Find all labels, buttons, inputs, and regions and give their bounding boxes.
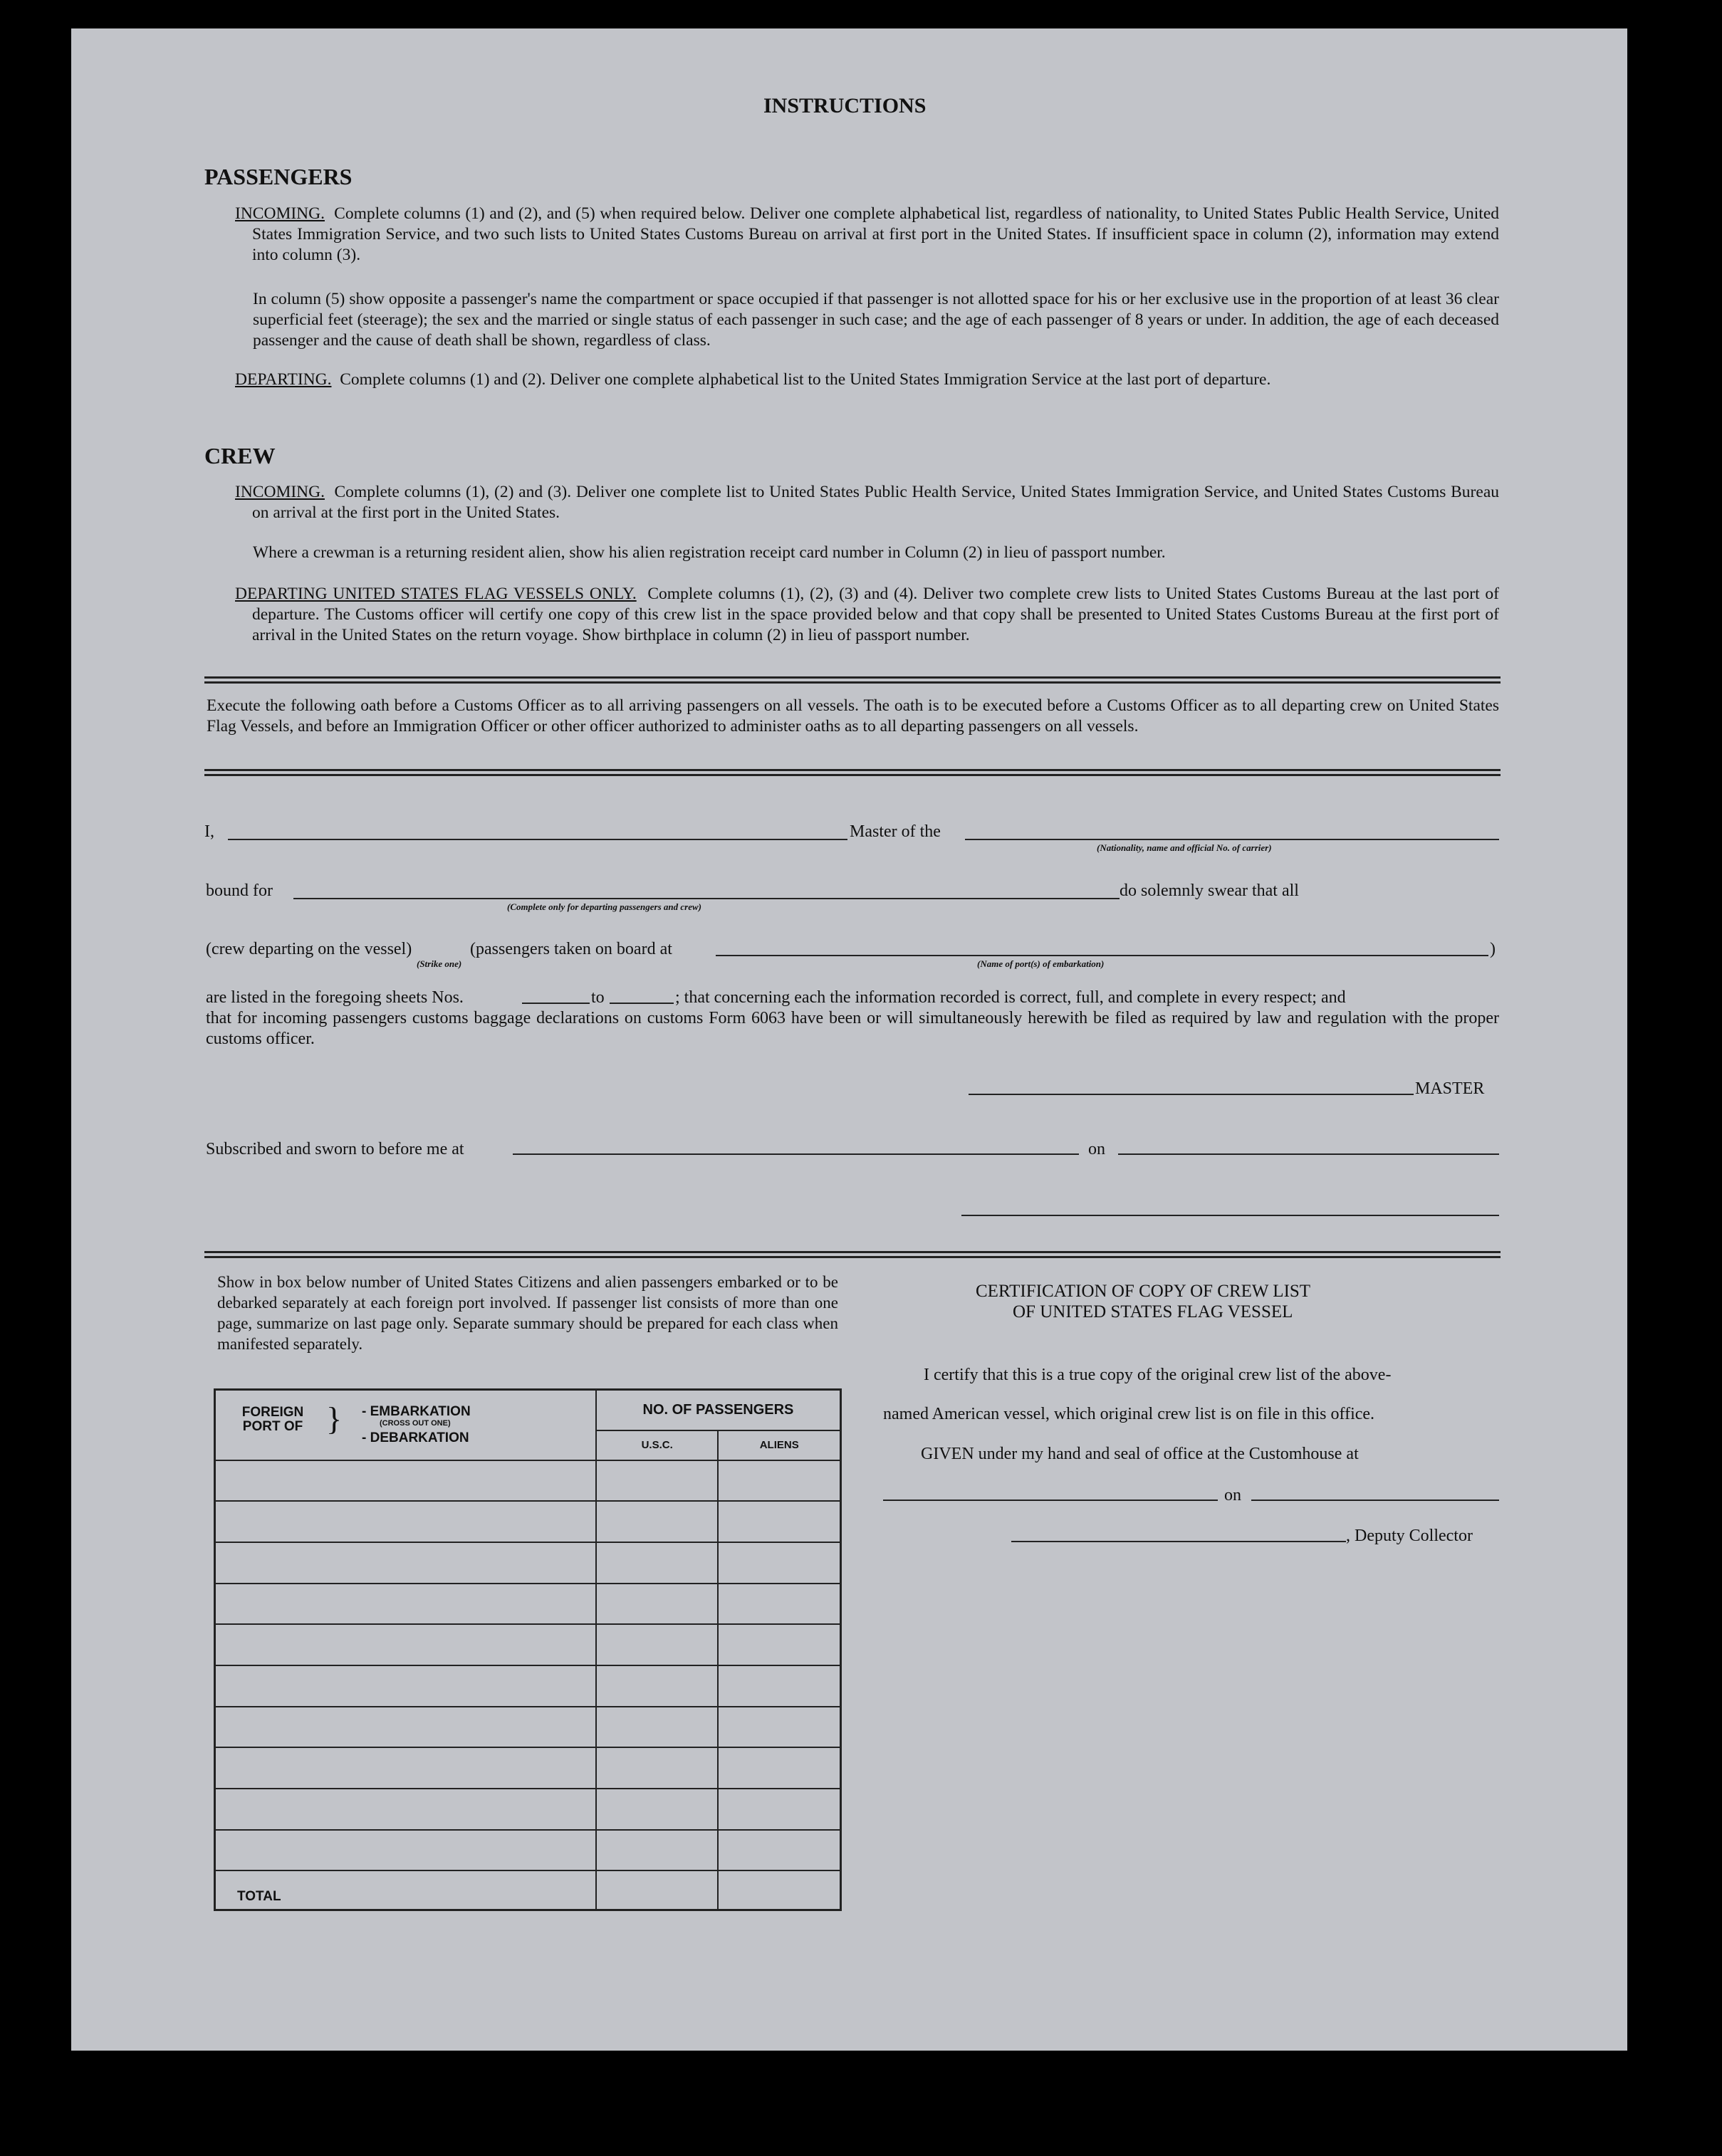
sworn-on-label: on bbox=[1088, 1140, 1105, 1158]
port-cell[interactable] bbox=[215, 1542, 596, 1584]
sheets-to-label: to bbox=[591, 988, 605, 1007]
passengers-departing-text: Complete columns (1) and (2). Deliver one complete alphabetical list to the United States Immigration Service at the last port of departure. bbox=[340, 370, 1271, 389]
deputy-collector-label: , Deputy Collector bbox=[1346, 1527, 1473, 1545]
master-signature-field[interactable] bbox=[969, 1094, 1414, 1095]
passengers-taken-option: (passengers taken on board at bbox=[470, 940, 672, 958]
certification-title-1: CERTIFICATION OF COPY OF CREW LIST bbox=[976, 1282, 1311, 1301]
usc-cell[interactable] bbox=[596, 1460, 719, 1502]
passengers-column5-text: In column (5) show opposite a passenger's name the compartment or space occupied if that passenger is not allotted space for his or her exclusive use in the proportion of at least 36 clear superficial feet (steerage); the sex and the married or single status of each passenger in such case; and the age of each passenger of 8 years or under. In addition, the age of each deceased passenger and the cause of death shall be shown, regardless of class. bbox=[253, 290, 1499, 350]
crew-incoming-label: INCOMING. bbox=[235, 483, 325, 501]
usc-cell[interactable] bbox=[596, 1665, 719, 1707]
divider bbox=[204, 676, 1501, 684]
usc-cell[interactable] bbox=[596, 1501, 719, 1542]
sheets-text-3: that for incoming passengers customs baggage declarations on customs Form 6063 have been or will simultaneously herewith be filed as required by law and regulation with the proper customs officer. bbox=[206, 1009, 1499, 1048]
aliens-cell[interactable] bbox=[718, 1501, 840, 1542]
passengers-heading: PASSENGERS bbox=[204, 164, 353, 189]
port-cell[interactable] bbox=[215, 1460, 596, 1502]
customhouse-field[interactable] bbox=[883, 1500, 1218, 1501]
page-title: INSTRUCTIONS bbox=[763, 94, 927, 117]
debarkation-label: - DEBARKATION bbox=[362, 1430, 469, 1446]
aliens-cell[interactable] bbox=[718, 1707, 840, 1748]
aliens-total-cell[interactable] bbox=[718, 1870, 840, 1910]
aliens-cell[interactable] bbox=[718, 1665, 840, 1707]
port-cell[interactable] bbox=[215, 1501, 596, 1542]
table-row bbox=[215, 1747, 841, 1789]
officer-signature-field[interactable] bbox=[961, 1215, 1499, 1216]
table-row bbox=[215, 1624, 841, 1665]
port-cell[interactable] bbox=[215, 1789, 596, 1830]
port-cell[interactable] bbox=[215, 1830, 596, 1871]
summary-instructions: Show in box below number of United States Citizens and alien passengers embarked or to be debarked separately at each foreign port involved. If passenger list consists of more than one page, summarize on last page only. Separate summary should be prepared for each class when manifested separately. bbox=[217, 1273, 838, 1353]
sheets-to-field[interactable] bbox=[610, 1003, 674, 1004]
bound-for-field[interactable] bbox=[293, 898, 1120, 899]
port-cell[interactable] bbox=[215, 1707, 596, 1748]
passengers-incoming-text: Complete columns (1) and (2), and (5) when required below. Deliver one complete alphabetical list, regardless of nationality, to United States Public Health Service, United States Immigration Service, and two such lists to United States Customs Bureau on arrival at first port in the United States. If insufficient space in column (2), information may extend into column (3). bbox=[252, 204, 1499, 264]
certification-on-label: on bbox=[1224, 1486, 1241, 1505]
certification-line-2: named American vessel, which original crew list is on file in this office. bbox=[883, 1405, 1375, 1423]
oath-i-label: I, bbox=[204, 822, 214, 841]
table-row bbox=[215, 1542, 841, 1584]
certification-line-3: GIVEN under my hand and seal of office at the Customhouse at bbox=[921, 1445, 1359, 1463]
bound-for-label: bound for bbox=[206, 881, 273, 900]
aliens-cell[interactable] bbox=[718, 1584, 840, 1625]
sheets-from-field[interactable] bbox=[522, 1003, 590, 1004]
usc-cell[interactable] bbox=[596, 1584, 719, 1625]
certification-date-field[interactable] bbox=[1251, 1500, 1499, 1501]
master-of-label: Master of the bbox=[850, 822, 941, 841]
table-row bbox=[215, 1501, 841, 1542]
embarkation-label: - EMBARKATION bbox=[362, 1404, 471, 1420]
master-label: MASTER bbox=[1415, 1079, 1485, 1098]
crew-incoming-section bbox=[235, 482, 1499, 523]
passengers-incoming-section bbox=[235, 204, 1499, 266]
foreign-port-of-label: FOREIGN PORT OF bbox=[241, 1405, 304, 1435]
usc-header: U.S.C. bbox=[596, 1430, 719, 1460]
divider bbox=[204, 769, 1501, 776]
usc-total-cell[interactable] bbox=[596, 1870, 719, 1910]
strike-caption: (Strike one) bbox=[417, 958, 462, 969]
port-of-embarkation-field[interactable] bbox=[716, 955, 1488, 956]
deputy-signature-field[interactable] bbox=[1011, 1541, 1346, 1542]
usc-cell[interactable] bbox=[596, 1542, 719, 1584]
aliens-cell[interactable] bbox=[718, 1460, 840, 1502]
subscribed-label: Subscribed and sworn to before me at bbox=[206, 1140, 464, 1158]
certification-title-2: OF UNITED STATES FLAG VESSEL bbox=[1013, 1302, 1293, 1322]
table-row bbox=[215, 1665, 841, 1707]
sheets-text-2: ; that concerning each the information recorded is correct, full, and complete in every respect; and bbox=[675, 988, 1346, 1007]
aliens-cell[interactable] bbox=[718, 1789, 840, 1830]
carrier-caption: (Nationality, name and official No. of carrier) bbox=[1097, 842, 1272, 853]
table-row bbox=[215, 1830, 841, 1871]
carrier-field[interactable] bbox=[965, 839, 1499, 840]
total-label: TOTAL bbox=[215, 1870, 596, 1910]
oath-intro: Execute the following oath before a Customs Officer as to all arriving passengers on all vessels. The oath is to be executed before a Customs Officer as to all departing crew on United States Flag Vessels, and before an Immigration Officer or other officer authorized to administer oaths as to all departing passengers on all vessels. bbox=[207, 696, 1499, 736]
table-row bbox=[215, 1460, 841, 1502]
port-cell[interactable] bbox=[215, 1665, 596, 1707]
passengers-incoming-label: INCOMING. bbox=[235, 204, 325, 223]
port-cell[interactable] bbox=[215, 1747, 596, 1789]
sworn-place-field[interactable] bbox=[513, 1153, 1079, 1155]
port-caption: (Name of port(s) of embarkation) bbox=[977, 958, 1105, 969]
sworn-date-field[interactable] bbox=[1118, 1153, 1499, 1155]
aliens-cell[interactable] bbox=[718, 1542, 840, 1584]
close-paren: ) bbox=[1490, 940, 1496, 958]
bound-caption: (Complete only for departing passengers and crew) bbox=[507, 901, 701, 912]
crew-heading: CREW bbox=[204, 443, 276, 469]
aliens-cell[interactable] bbox=[718, 1747, 840, 1789]
passengers-departing-label: DEPARTING. bbox=[235, 370, 332, 389]
usc-cell[interactable] bbox=[596, 1707, 719, 1748]
swear-text: do solemnly swear that all bbox=[1120, 881, 1299, 900]
table-header-port bbox=[215, 1390, 596, 1460]
aliens-header: ALIENS bbox=[718, 1430, 840, 1460]
crew-incoming-text: Complete columns (1), (2) and (3). Deliver one complete list to United States Public Health Service, United States Immigration Service, and United States Customs Bureau on arrival at the first port in the United States. bbox=[252, 483, 1499, 522]
aliens-cell[interactable] bbox=[718, 1830, 840, 1871]
usc-cell[interactable] bbox=[596, 1789, 719, 1830]
crew-departing-text: Complete columns (1), (2), (3) and (4). Deliver two complete crew lists to United States Customs Bureau at the last port of departure. The Customs officer will certify one copy of this crew list in the space provided below and that copy shall be presented to United States Customs Bureau at the first port of arrival in the United States on the return voyage. Show birthplace in column (2) in lieu of passport number. bbox=[252, 585, 1499, 644]
crew-departing-section bbox=[235, 584, 1499, 646]
table-row bbox=[215, 1584, 841, 1625]
sheets-text-1: are listed in the foregoing sheets Nos. bbox=[206, 988, 464, 1007]
passenger-summary-table bbox=[214, 1388, 842, 1911]
table-row bbox=[215, 1707, 841, 1748]
total-row bbox=[215, 1870, 841, 1910]
crew-resident-text: Where a crewman is a returning resident alien, show his alien registration receipt card number in Column (2) in lieu of passport number. bbox=[253, 543, 1166, 562]
crew-departing-option: (crew departing on the vessel) bbox=[206, 940, 412, 958]
usc-cell[interactable] bbox=[596, 1830, 719, 1871]
aliens-cell[interactable] bbox=[718, 1624, 840, 1665]
divider bbox=[204, 1251, 1501, 1258]
cross-out-label: (CROSS OUT ONE) bbox=[380, 1419, 451, 1428]
certification-line-1: I certify that this is a true copy of the original crew list of the above- bbox=[924, 1366, 1392, 1384]
brace-glyph: } bbox=[326, 1401, 343, 1438]
crew-departing-label: DEPARTING UNITED STATES FLAG VESSELS ONLY. bbox=[235, 585, 637, 603]
table-row bbox=[215, 1789, 841, 1830]
master-name-field[interactable] bbox=[228, 839, 847, 840]
port-cell[interactable] bbox=[215, 1624, 596, 1665]
usc-cell[interactable] bbox=[596, 1624, 719, 1665]
port-cell[interactable] bbox=[215, 1584, 596, 1625]
usc-cell[interactable] bbox=[596, 1747, 719, 1789]
passengers-departing-section bbox=[235, 370, 1499, 390]
no-of-passengers-header: NO. OF PASSENGERS bbox=[596, 1390, 841, 1430]
